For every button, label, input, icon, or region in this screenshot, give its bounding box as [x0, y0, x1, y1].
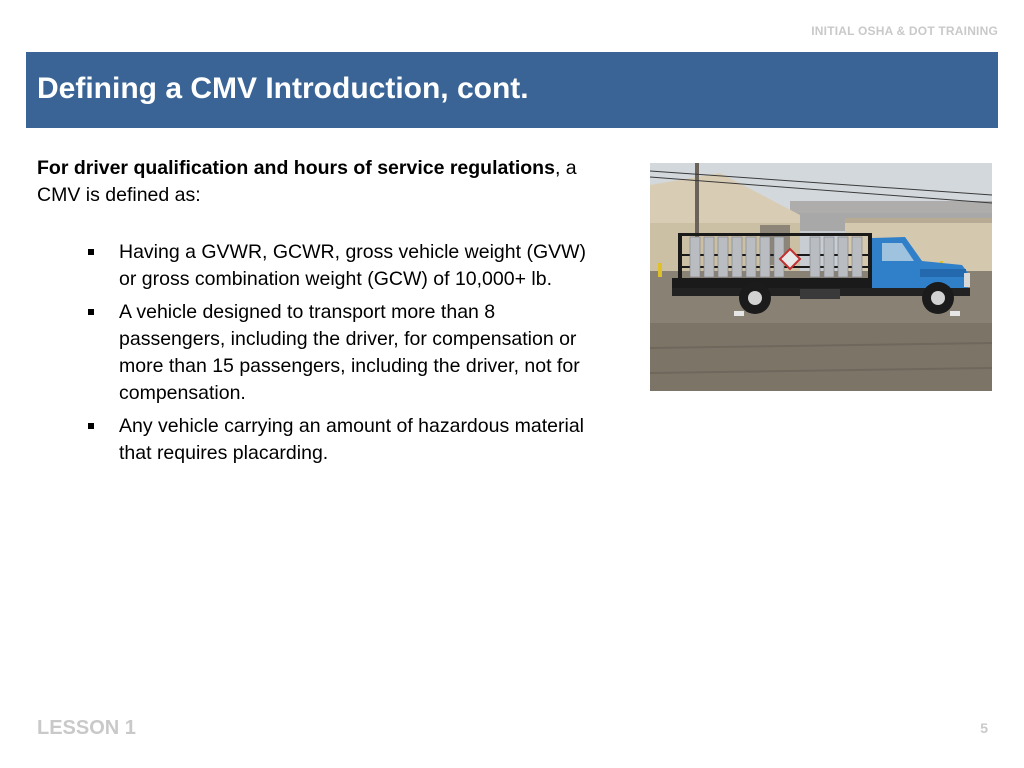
intro-paragraph — [37, 155, 597, 209]
bullet-text: Having a GVWR, GCWR, gross vehicle weight (GVW) or gross combination weight (GCW) of 10,000+ lb. — [119, 241, 587, 290]
truck-photo — [650, 163, 992, 391]
page-number: 5 — [980, 720, 988, 736]
bullet-text: A vehicle designed to transport more than 8 passengers, including the driver, for compensation or more than 15 passengers, including the driver, not for compensation. — [119, 301, 580, 404]
course-label: INITIAL OSHA & DOT TRAINING — [811, 24, 998, 38]
content-body — [37, 155, 597, 473]
slide-title: Defining a CMV Introduction, cont. — [37, 72, 529, 105]
bullet-item — [119, 413, 597, 467]
bullet-item — [119, 239, 597, 293]
square-bullet-icon — [88, 309, 94, 315]
bullet-list — [37, 239, 597, 467]
square-bullet-icon — [88, 423, 94, 429]
bullet-text: Any vehicle carrying an amount of hazardous material that requires placarding. — [119, 415, 584, 464]
title-bar — [26, 52, 998, 128]
square-bullet-icon — [88, 249, 94, 255]
intro-bold: For driver qualification and hours of service regulations — [37, 157, 555, 179]
intro-rest: , a CMV is defined as: — [37, 157, 577, 206]
bullet-item — [119, 299, 597, 407]
lesson-label: LESSON 1 — [37, 717, 136, 739]
